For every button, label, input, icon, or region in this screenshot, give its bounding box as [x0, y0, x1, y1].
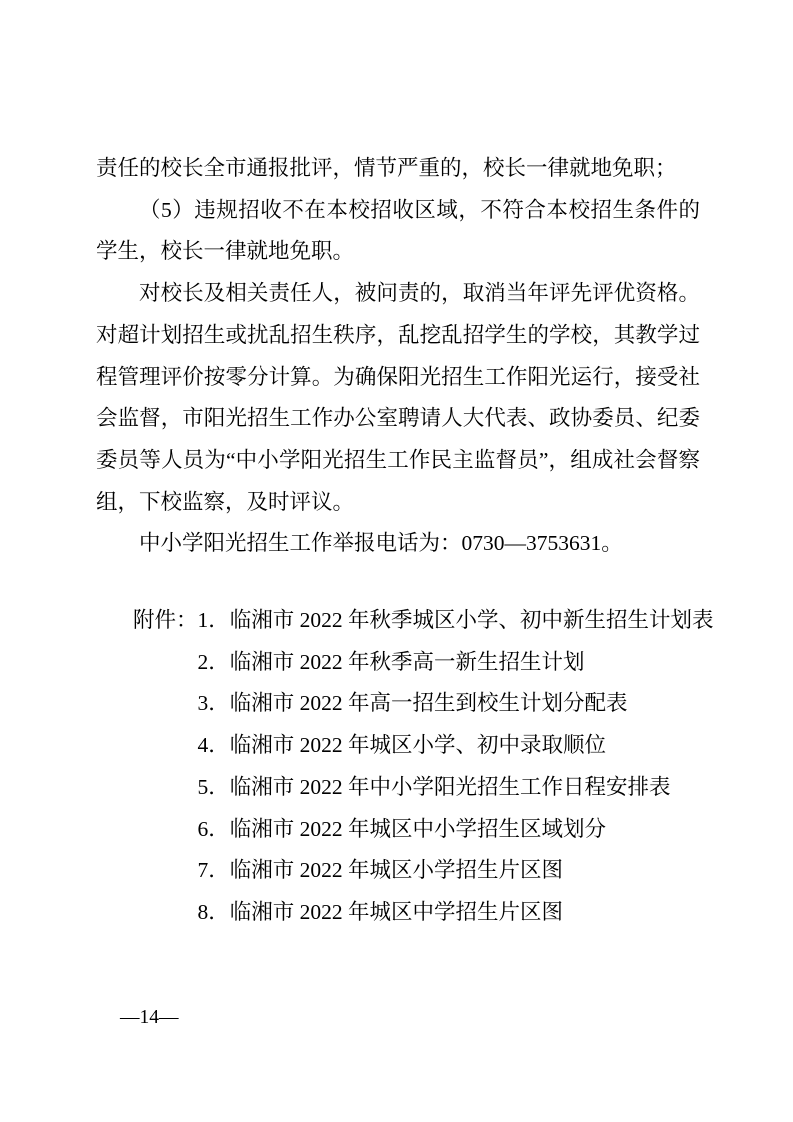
attachment-item-1: 1．临湘市 2022 年秋季城区小学、初中新生招生计划表 — [197, 608, 714, 633]
body-paragraph-accountability: 对校长及相关责任人，被问责的，取消当年评先评优资格。对超计划招生或扰乱招生秩序，乱挖乱招学生的学校，其教学过程管理评价按零分计算。为确保阳光招生工作阳光运行，接受社会监督，市阳光招生工作办公室聘请人大代表、政协委员、纪委委员等人员为“中小学阳光招生工作民主监督员”，组成社会督察组，下校监察，及时评议。 — [96, 281, 700, 514]
attachments-block — [96, 600, 714, 934]
body-paragraph-continuation: 责任的校长全市通报批评，情节严重的，校长一律就地免职； — [96, 156, 677, 180]
body-paragraph-hotline: 中小学阳光招生工作举报电话为：0730—3753631。 — [139, 531, 623, 556]
attachment-item-2: 2．临湘市 2022 年秋季高一新生招生计划 — [197, 649, 585, 674]
page-number: —14— — [120, 1007, 179, 1028]
attachments-label: 附件： — [133, 608, 198, 633]
attachment-item-6: 6．临湘市 2022 年城区中小学招生区域划分 — [197, 816, 607, 841]
document-body — [96, 148, 714, 934]
attachment-item-5: 5．临湘市 2022 年中小学阳光招生工作日程安排表 — [197, 774, 671, 799]
body-paragraph-item5: （5）违规招收不在本校招收区域，不符合本校招生条件的学生，校长一律就地免职。 — [96, 197, 700, 264]
attachment-item-3: 3．临湘市 2022 年高一招生到校生计划分配表 — [197, 691, 628, 716]
attachment-item-4: 4．临湘市 2022 年城区小学、初中录取顺位 — [197, 733, 607, 758]
attachment-item-8: 8．临湘市 2022 年城区中学招生片区图 — [197, 899, 564, 924]
attachments-list — [198, 600, 714, 934]
attachment-item-7: 7．临湘市 2022 年城区小学招生片区图 — [197, 858, 564, 883]
